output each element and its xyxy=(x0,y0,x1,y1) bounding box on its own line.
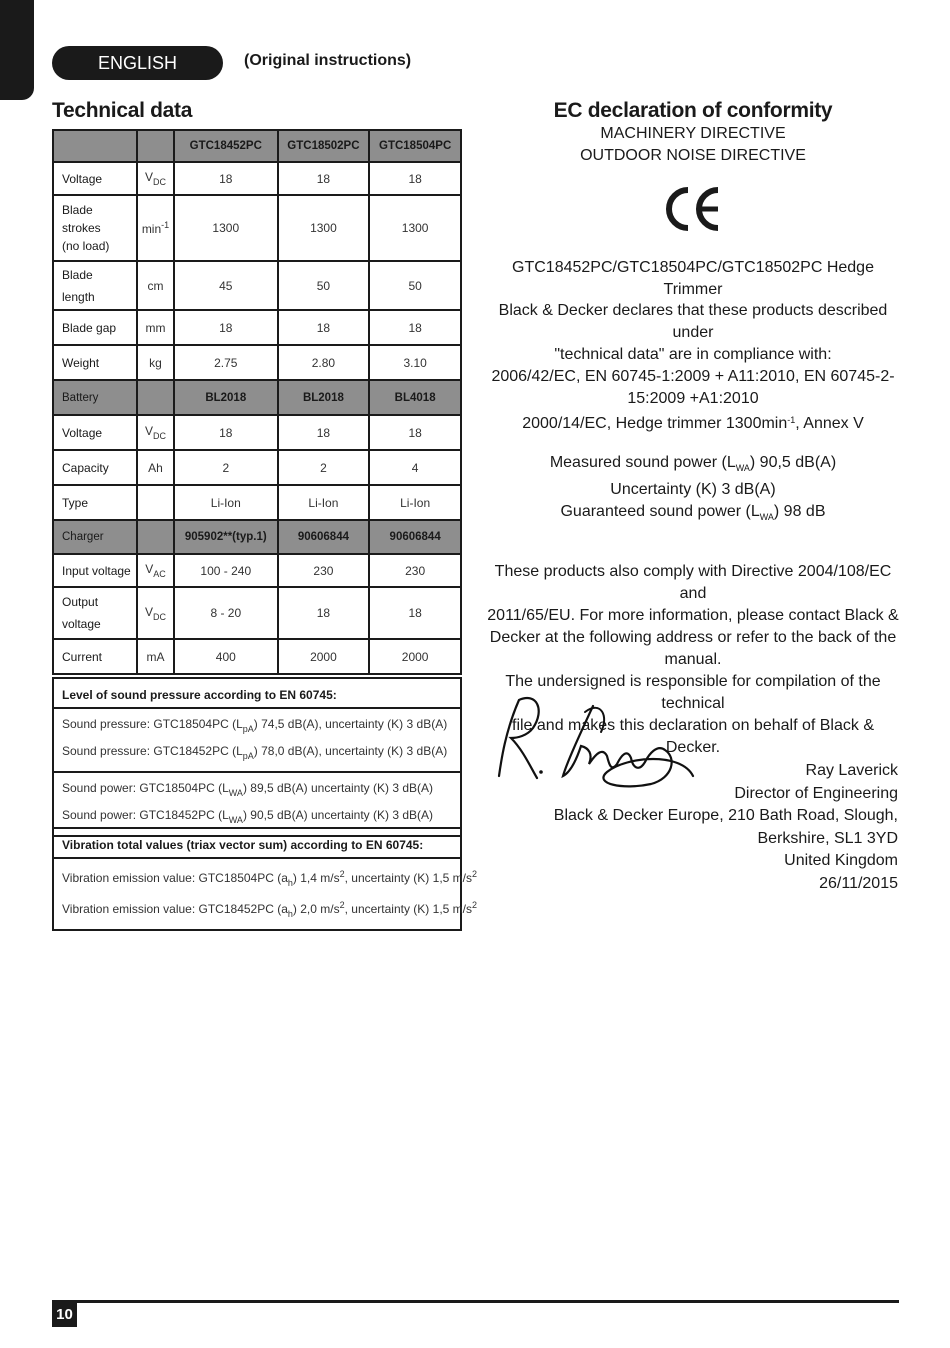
table-row xyxy=(53,162,461,195)
compliance-paragraph: These products also comply with Directive 2004/108/EC and 2011/65/EU. For more information, please contact Black & Decker at the following address or refer to the back of the manual. The undersigned is responsible for compilation of the technical file and makes this declaration on behalf of Black & Decker. xyxy=(487,563,899,756)
header-unit-blank xyxy=(137,130,174,162)
declares-paragraph: Black & Decker declares that these products described under "technical data" are in compliance with: 2006/42/EC, EN 60745-1:2009 + A11:2010, EN 60745-2- 15:2009 +A1:2010 xyxy=(491,302,895,407)
sound-level-box xyxy=(52,677,462,837)
table-cell: 905902**(typ.1) xyxy=(174,520,278,554)
table-cell: 230 xyxy=(278,554,370,587)
table-cell: 18 xyxy=(278,162,370,195)
table-row xyxy=(53,639,461,674)
vibration-group xyxy=(54,859,478,929)
row-unit: Ah xyxy=(137,450,174,485)
row-label: Output voltage xyxy=(53,587,137,639)
table-cell: 400 xyxy=(174,639,278,674)
table-row xyxy=(53,554,461,587)
sound-power-declaration: Measured sound power $(L_{WA})$ 90,5 dB(A) Uncertainty (K) 3 dB(A) Guaranteed sound power $(L_{WA})$ 98 dB xyxy=(549,454,837,522)
sound-power-line: Sound power: GTC18452PC $(L_{WA})$ 90,5 dB(A) uncertainty (K) 3 dB(A) xyxy=(62,808,434,825)
table-row xyxy=(53,485,461,520)
table-cell: 230 xyxy=(369,554,461,587)
corner-tab xyxy=(0,0,34,100)
table-cell: 2 xyxy=(278,450,370,485)
vibration-title: Vibration total values (triax vector sum) according to EN 60745: xyxy=(54,829,460,859)
signee-block: Ray Laverick Director of Engineering Black & Decker Europe, 210 Bath Road, Slough, Berkshire, SL1 3YD United Kingdom 26/11/2015 xyxy=(553,762,898,892)
footer-divider xyxy=(52,1300,899,1303)
table-cell: 8 - 20 xyxy=(174,587,278,639)
sound-power-group xyxy=(54,773,460,835)
sound-pressure-line: Sound pressure: GTC18452PC $(L_{pA})$ 78,0 dB(A), uncertainty (K) 3 dB(A) xyxy=(62,744,448,761)
table-cell: 1300 xyxy=(278,195,370,261)
table-cell: Li-Ion xyxy=(369,485,461,520)
row-label: Blade gap xyxy=(53,310,137,345)
ce-mark-icon xyxy=(664,186,722,232)
table-cell: 18 xyxy=(278,310,370,345)
row-label: Blade length xyxy=(53,261,137,310)
table-cell: 45 xyxy=(174,261,278,310)
table-cell: 18 xyxy=(369,415,461,450)
row-label: Blade strokes (no load) xyxy=(53,195,137,261)
sound-level-title: Level of sound pressure according to EN 60745: xyxy=(54,679,460,709)
sound-pressure-line: Sound pressure: GTC18504PC $(L_{pA})$ 74,5 dB(A), uncertainty (K) 3 dB(A) xyxy=(62,717,448,734)
row-unit: $V_{AC}$ xyxy=(137,554,174,587)
row-unit: kg xyxy=(137,345,174,380)
row-label: Weight xyxy=(53,345,137,380)
sound-pressure-group xyxy=(54,709,460,773)
row-label: Current xyxy=(53,639,137,674)
table-header-row xyxy=(53,130,461,162)
battery-header-row xyxy=(53,380,461,415)
technical-data-title: Technical data xyxy=(52,99,193,122)
table-cell: BL2018 xyxy=(174,380,278,415)
language-badge: ENGLISH xyxy=(52,46,223,80)
sound-power-line: Sound power: GTC18504PC $(L_{WA})$ 89,5 dB(A) uncertainty (K) 3 dB(A) xyxy=(62,781,434,798)
table-row xyxy=(53,345,461,380)
original-instructions-label: (Original instructions) xyxy=(244,52,412,69)
table-cell: 18 xyxy=(174,162,278,195)
table-cell: 90606844 xyxy=(369,520,461,554)
table-cell: 2 xyxy=(174,450,278,485)
table-cell: 2.80 xyxy=(278,345,370,380)
vibration-box xyxy=(52,827,478,931)
table-cell: 18 xyxy=(369,162,461,195)
row-unit: mm xyxy=(137,310,174,345)
row-unit: $V_{DC}$ xyxy=(137,587,174,639)
table-cell: Li-Ion xyxy=(174,485,278,520)
row-unit: $\min^{-1}$ xyxy=(137,195,174,261)
table-row xyxy=(53,310,461,345)
table-row xyxy=(53,587,461,639)
model-header: GTC18502PC xyxy=(278,130,370,162)
technical-data-table xyxy=(52,129,462,675)
table-cell: 50 xyxy=(278,261,370,310)
row-label: Input voltage xyxy=(53,554,137,587)
row-unit: cm xyxy=(137,261,174,310)
row-unit: $V_{DC}$ xyxy=(137,415,174,450)
table-cell: 18 xyxy=(369,310,461,345)
page-number: 10 xyxy=(52,1302,77,1327)
vibration-line: Vibration emission value: GTC18452PC $(a_h)$ 2,0 $m/s^2$, uncertainty (K) 1,5 $m/s^2$ xyxy=(62,900,478,919)
row-label: Type xyxy=(53,485,137,520)
outdoor-noise-directive: OUTDOOR NOISE DIRECTIVE xyxy=(580,147,806,164)
charger-header-row xyxy=(53,520,461,554)
table-cell: Li-Ion xyxy=(278,485,370,520)
table-row xyxy=(53,415,461,450)
table-cell: 18 xyxy=(174,415,278,450)
noise-directive-line: 2000/14/EC, Hedge trimmer $1300\min^{-1}$, Annex V xyxy=(522,415,864,432)
table-cell: 18 xyxy=(278,587,370,639)
vibration-line: Vibration emission value: GTC18504PC $(a_h)$ 1,4 $m/s^2$, uncertainty (K) 1,5 $m/s^2$ xyxy=(62,869,478,888)
model-header: GTC18452PC xyxy=(174,130,278,162)
table-cell: 90606844 xyxy=(278,520,370,554)
row-label: Voltage xyxy=(53,415,137,450)
table-cell: BL2018 xyxy=(278,380,370,415)
table-cell: 100 - 240 xyxy=(174,554,278,587)
machinery-directive: MACHINERY DIRECTIVE xyxy=(600,125,786,142)
table-row xyxy=(53,261,461,310)
table-cell: 1300 xyxy=(369,195,461,261)
row-unit xyxy=(137,380,174,415)
table-cell: 18 xyxy=(174,310,278,345)
table-row xyxy=(53,195,461,261)
table-cell: 4 xyxy=(369,450,461,485)
row-unit xyxy=(137,485,174,520)
table-cell: 2000 xyxy=(278,639,370,674)
table-cell: 1300 xyxy=(174,195,278,261)
table-cell: 2000 xyxy=(369,639,461,674)
row-unit xyxy=(137,520,174,554)
declaration-title: EC declaration of conformity xyxy=(553,99,833,122)
model-header: GTC18504PC xyxy=(369,130,461,162)
table-cell: BL4018 xyxy=(369,380,461,415)
table-cell: 3.10 xyxy=(369,345,461,380)
product-name: GTC18452PC/GTC18504PC/GTC18502PC Hedge Trimmer xyxy=(512,259,874,298)
row-label: Charger xyxy=(53,520,137,554)
row-label: Capacity xyxy=(53,450,137,485)
row-label: Battery xyxy=(53,380,137,415)
table-cell: 2.75 xyxy=(174,345,278,380)
row-label: Voltage xyxy=(53,162,137,195)
row-unit: $V_{DC}$ xyxy=(137,162,174,195)
table-cell: 50 xyxy=(369,261,461,310)
row-unit: mA xyxy=(137,639,174,674)
header-blank xyxy=(53,130,137,162)
table-cell: 18 xyxy=(369,587,461,639)
table-row xyxy=(53,450,461,485)
table-cell: 18 xyxy=(278,415,370,450)
